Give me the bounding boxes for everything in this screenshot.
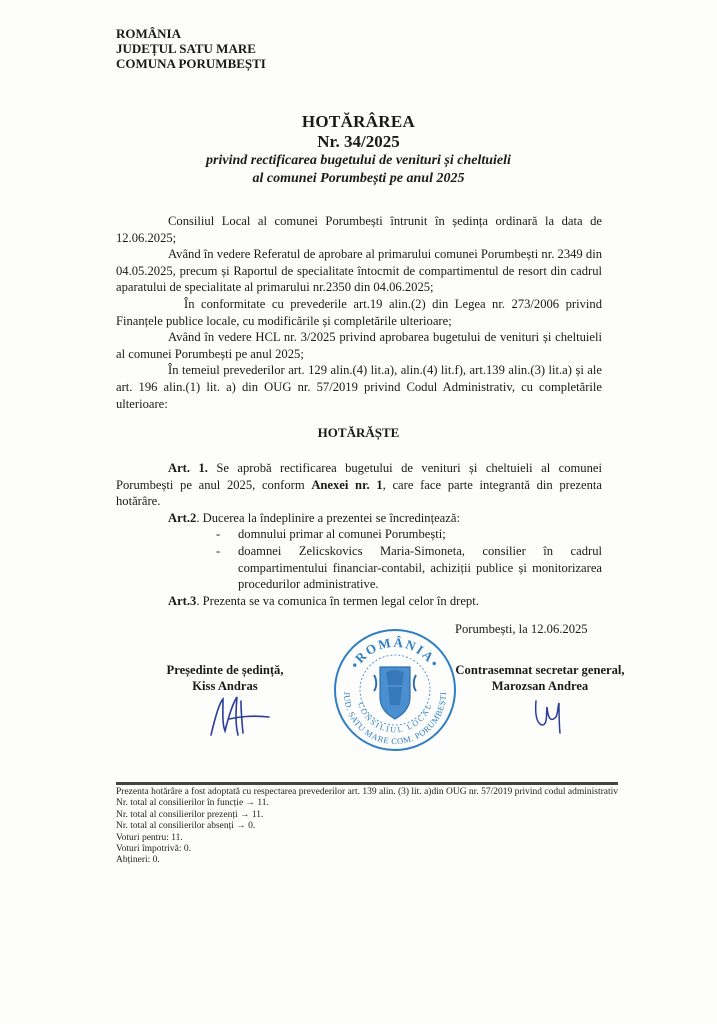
preamble-paragraph: În temeiul prevederilor art. 129 alin.(4) lit.a), alin.(4) lit.f), art.139 alin.(3) lit.a) și ale art. 196 alin.(1) lit. a) din OUG nr. 57/2019 privind Codul Administrativ, cu completările ulterioare: — [116, 363, 602, 411]
preamble-paragraph: În conformitate cu prevederile art.19 alin.(2) din Legea nr. 273/2006 privind Finanțele publice locale, cu modificările și completările ulterioare; — [116, 296, 602, 328]
councillors-in-office: Nr. total al consilierilor în funcție → 11. — [116, 798, 269, 809]
commune-label: COMUNA PORUMBEȘTI — [116, 56, 266, 71]
article-3 — [116, 593, 602, 610]
article-1-text-b: , care face parte integrantă din prezenta hotărâre. — [116, 477, 602, 509]
preamble-paragraph: Având în vedere HCL nr. 3/2025 privind aprobarea bugetului de venituri și cheltuieli al comunei Porumbești pe anul 2025; — [116, 330, 602, 361]
article-2-label: Art.2 — [168, 510, 197, 525]
chair-name: Kiss Andras — [192, 679, 258, 693]
chair-role: Președinte de ședință, — [166, 663, 284, 677]
article-3-text: . Prezenta se va comunica în termen legal celor în drept. — [196, 593, 479, 608]
issuer-header — [116, 26, 266, 71]
preamble-paragraph: Consiliul Local al comunei Porumbești întrunit în ședința ordinară la data de 12.06.2025; — [116, 214, 602, 245]
list-item: - domnului primar al comunei Porumbești; — [216, 526, 602, 543]
document-title: HOTĂRÂREA — [301, 112, 416, 131]
county-label: JUDEȚUL SATU MARE — [116, 41, 256, 56]
place-and-date: Porumbești, la 12.06.2025 — [455, 622, 588, 636]
official-stamp-icon — [330, 625, 460, 755]
adoption-statement: Prezenta hotărâre a fost adoptată cu respectarea prevederilor art. 139 alin. (3) lit. a)din OUG nr. 57/2019 privind codul administrativ — [116, 787, 619, 797]
adoption-footer — [116, 787, 618, 867]
councillors-absent: Nr. total al consilierilor absenți → 0. — [116, 821, 256, 832]
article-3-label: Art.3 — [168, 593, 197, 608]
chair-signature-block — [150, 662, 300, 694]
title-block — [0, 112, 717, 188]
article-2-text: . Ducerea la îndeplinire a prezentei se încredințează: — [196, 510, 460, 525]
annex-reference: Anexei nr. 1 — [311, 477, 383, 492]
preamble-paragraph: Având în vedere Referatul de aprobare al primarului comunei Porumbești nr. 2349 din 04.05.2025, precum și Raportul de specialitate întocmit de compartimentul de resort din cadrul aparatului de specialitate al primarului nr.2350 din 04.06.2025; — [116, 247, 602, 295]
abstentions: Abțineri: 0. — [116, 855, 160, 866]
list-item: - doamnei Zelicskovics Maria-Simoneta, consilier în cadrul compartimentului financiar-contabil, achiziții publice și monitorizarea procedurilor administrative. — [216, 543, 602, 593]
articles — [116, 460, 602, 609]
secretary-name: Marozsan Andrea — [491, 679, 589, 693]
votes-against: Voturi împotrivă: 0. — [116, 844, 192, 855]
votes-for: Voturi pentru: 11. — [116, 832, 183, 843]
article-1 — [116, 460, 602, 510]
preamble — [116, 213, 602, 412]
subtitle-line-1: privind rectificarea bugetului de venituri și cheltuieli — [206, 153, 511, 168]
footer-divider — [116, 782, 618, 785]
country-label: ROMÂNIA — [116, 26, 181, 41]
svg-text:JUD. SATU MARE COM. PORUMBEȘTI: JUD. SATU MARE COM. PORUMBEȘTI — [341, 691, 449, 747]
svg-text:CONSILIUL LOCAL: CONSILIUL LOCAL — [356, 701, 434, 735]
svg-text:•ROMÂNIA•: •ROMÂNIA• — [347, 634, 443, 672]
councillors-present: Nr. total al consilierilor prezenți → 11. — [116, 809, 264, 820]
secretary-signature-block — [450, 662, 630, 694]
responsible-list — [216, 526, 602, 592]
article-2 — [116, 510, 602, 527]
document-number: Nr. 34/2025 — [317, 132, 400, 151]
subtitle-line-2: al comunei Porumbești pe anul 2025 — [252, 171, 465, 186]
secretary-role: Contrasemnat secretar general, — [455, 663, 625, 677]
decision-heading: HOTĂRĂȘTE — [317, 425, 400, 440]
article-1-text-a: Se aprobă rectificarea bugetului de venituri și cheltuieli al comunei Porumbești pe anul 2025, conform — [116, 461, 602, 492]
secretary-handwritten-signature-icon — [530, 695, 570, 735]
chair-handwritten-signature-icon — [205, 693, 275, 738]
article-1-label: Art. 1. — [168, 461, 208, 475]
